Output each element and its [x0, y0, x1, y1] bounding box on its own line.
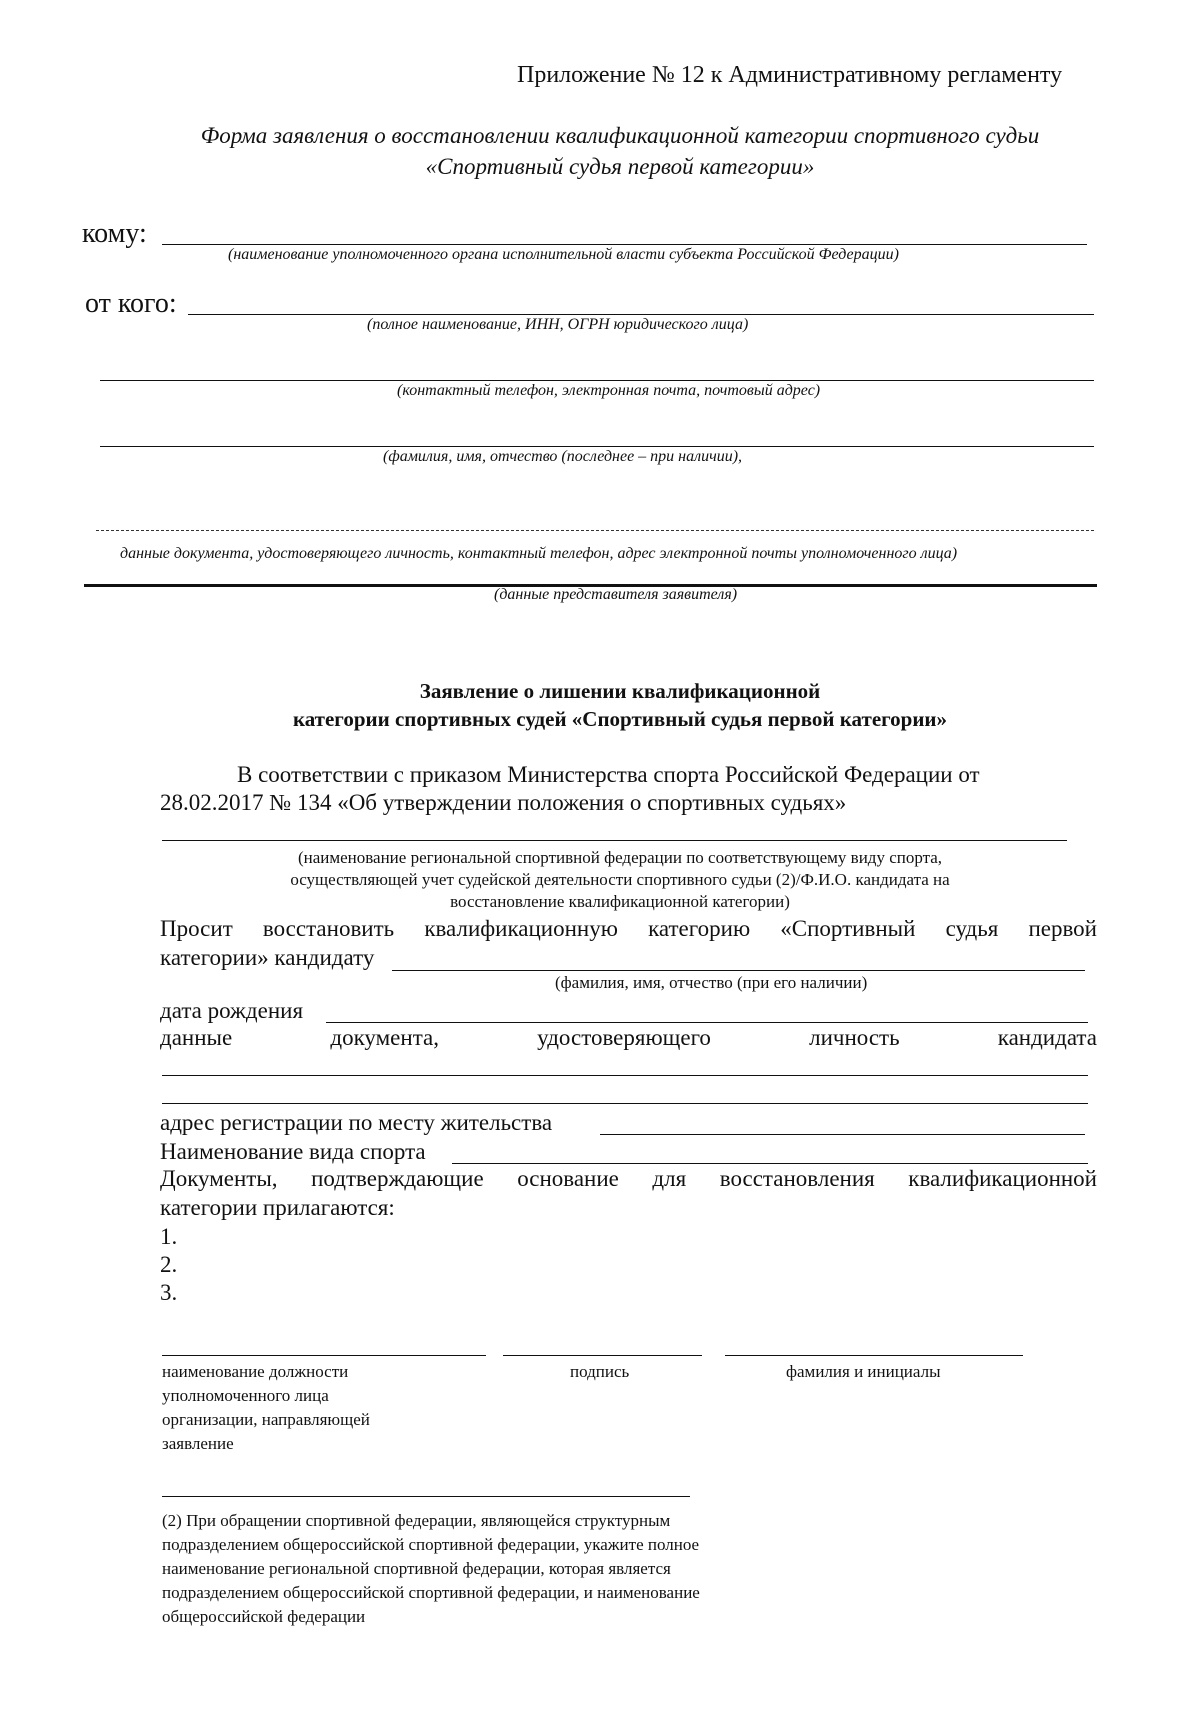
id-doc-word-4: личность	[809, 1025, 900, 1050]
federation-hint-line1: (наименование региональной спортивной федерации по соответствующему виду спорта,	[297, 848, 943, 867]
intro-line1: В соответствии с приказом Министерства спорта Российской Федерации от	[237, 762, 980, 787]
position-label-line3: организации, направляющей	[162, 1410, 370, 1429]
footnote-line1: (2) При обращении спортивной федерации, являющейся структурным	[162, 1511, 671, 1530]
id-doc-word-2: документа,	[330, 1025, 439, 1050]
position-label-line2: уполномоченного лица	[162, 1386, 329, 1405]
footnote-separator	[162, 1496, 690, 1497]
id-doc-word-3: удостоверяющего	[537, 1025, 711, 1050]
sport-field-line[interactable]	[452, 1163, 1088, 1164]
contact-field-line[interactable]	[100, 380, 1094, 381]
to-label: кому:	[82, 218, 147, 249]
federation-hint-line2: осуществляющей учет судейской деятельности спортивного судьи (2)/Ф.И.О. кандидата на	[290, 870, 950, 889]
document-item-2[interactable]: 2.	[160, 1252, 178, 1277]
position-field-line[interactable]	[162, 1355, 486, 1356]
position-label-line1: наименование должности	[162, 1362, 349, 1381]
address-field-line[interactable]	[600, 1134, 1085, 1135]
federation-hint-line3: восстановление квалификационной категории)	[450, 892, 790, 911]
from-hint: (полное наименование, ИНН, ОГРН юридического лица)	[367, 316, 749, 333]
name-field-line[interactable]	[725, 1355, 1023, 1356]
form-title-line1: Форма заявления о восстановлении квалификационной категории спортивного судьи	[200, 123, 1040, 148]
from-field-line[interactable]	[188, 314, 1094, 315]
birth-date-label: дата рождения	[160, 998, 304, 1023]
statement-title-line2: категории спортивных судей «Спортивный судья первой категории»	[292, 707, 948, 731]
footnote-line3: наименование региональной спортивной федерации, которая является	[162, 1559, 671, 1578]
signature-field-line[interactable]	[503, 1355, 702, 1356]
id-doc-word-1: данные	[160, 1025, 233, 1050]
signature-label: подпись	[570, 1362, 630, 1381]
intro-line2: 28.02.2017 № 134 «Об утверждении положения о спортивных судьях»	[160, 790, 847, 815]
fio-field-line[interactable]	[100, 446, 1094, 447]
candidate-field-line[interactable]	[392, 970, 1085, 971]
position-label-line4: заявление	[162, 1434, 234, 1453]
id-document-field-line2[interactable]	[162, 1103, 1088, 1104]
from-label: от кого:	[85, 288, 177, 319]
documents-line2: категории прилагаются:	[160, 1195, 395, 1220]
birth-date-field-line[interactable]	[326, 1022, 1088, 1023]
sport-label: Наименование вида спорта	[160, 1139, 426, 1164]
to-field-line[interactable]	[162, 244, 1087, 245]
id-document-field-line1[interactable]	[162, 1075, 1088, 1076]
id-document-line	[160, 1025, 1097, 1051]
address-label: адрес регистрации по месту жительства	[160, 1110, 553, 1135]
fio-hint: (фамилия, имя, отчество (последнее – при наличии),	[383, 448, 743, 465]
request-line1: Просит восстановить квалификационную категорию «Спортивный судья первой	[160, 916, 1097, 941]
statement-title-line1: Заявление о лишении квалификационной	[419, 679, 821, 703]
footnote-line2: подразделением общероссийской спортивной федерации, укажите полное	[162, 1535, 700, 1554]
contact-hint: (контактный телефон, электронная почта, почтовый адрес)	[397, 382, 821, 399]
name-initials-label: фамилия и инициалы	[786, 1362, 941, 1381]
appendix-heading: Приложение № 12 к Административному регламенту	[517, 62, 1063, 88]
candidate-hint: (фамилия, имя, отчество (при его наличии)	[555, 973, 868, 992]
request-line2: категории» кандидату	[160, 945, 375, 970]
document-item-1[interactable]: 1.	[160, 1224, 178, 1249]
id-doc-word-5: кандидата	[997, 1025, 1097, 1050]
id-doc-field-line[interactable]	[96, 530, 1094, 531]
documents-line1: Документы, подтверждающие основание для восстановления квалификационной	[160, 1166, 1097, 1191]
id-doc-hint: данные документа, удостоверяющего личность, контактный телефон, адрес электронной почты уполномоченного лица)	[120, 545, 958, 562]
footnote-line5: общероссийской федерации	[162, 1607, 366, 1626]
federation-field-line[interactable]	[162, 840, 1067, 841]
representative-hint: (данные представителя заявителя)	[494, 586, 738, 603]
to-hint: (наименование уполномоченного органа исполнительной власти субъекта Российской Федерации)	[228, 246, 899, 263]
document-item-3[interactable]: 3.	[160, 1280, 178, 1305]
form-title-line2: «Спортивный судья первой категории»	[425, 154, 815, 179]
footnote-line4: подразделением общероссийской спортивной федерации, и наименование	[162, 1583, 700, 1602]
